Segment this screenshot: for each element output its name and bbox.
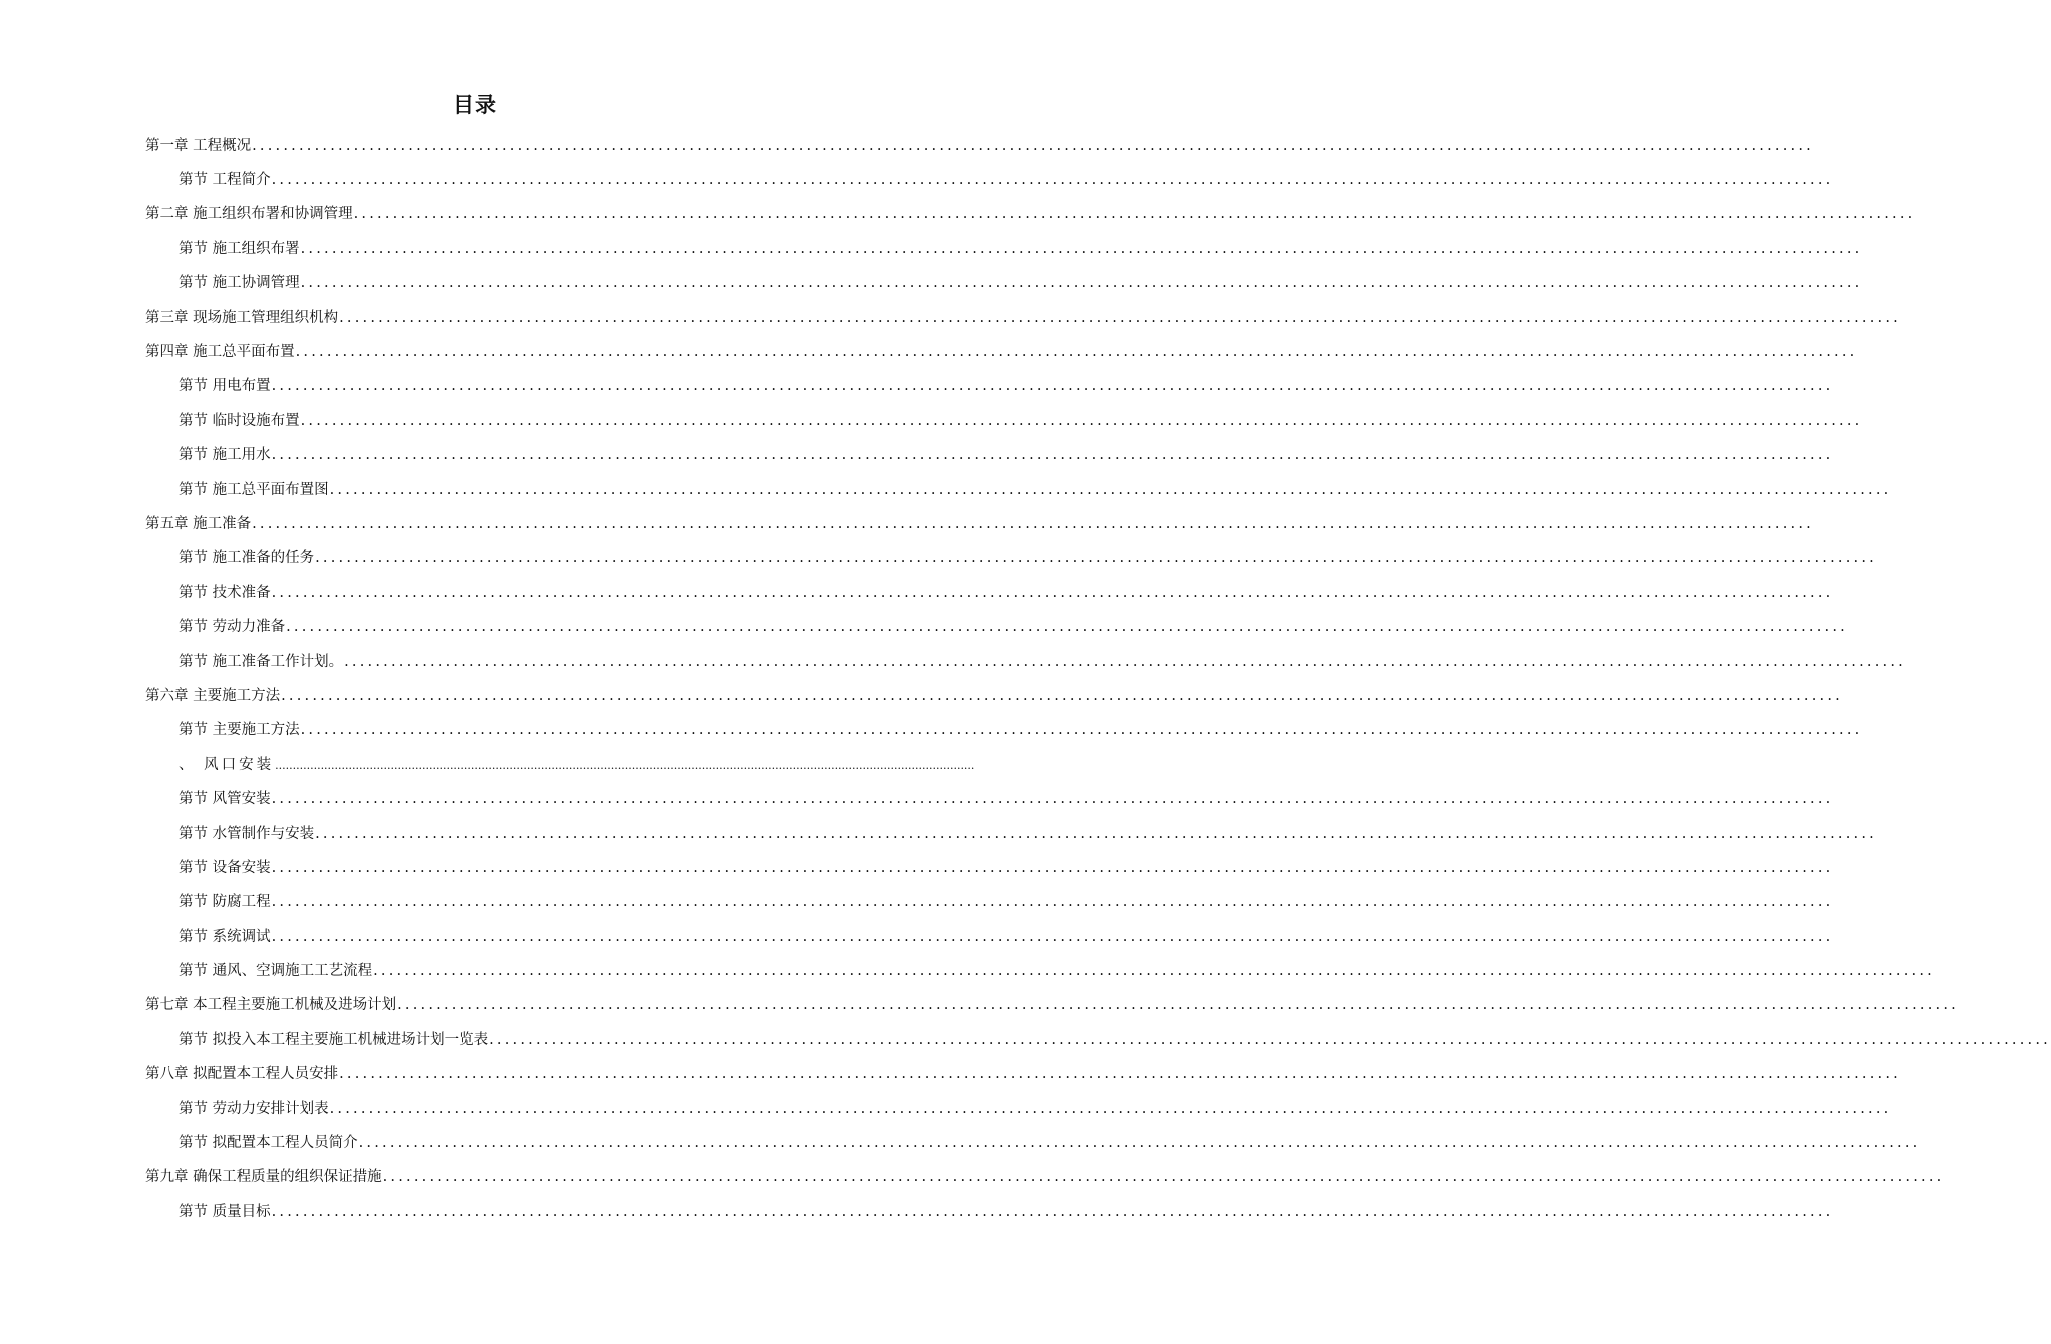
toc-section-entry[interactable] bbox=[0, 437, 1834, 471]
dot-leader: ........................................................................................................................................................................................................ bbox=[353, 206, 1916, 223]
toc-entry-label: 第节 临时设施布置 bbox=[179, 412, 300, 429]
toc-section-entry[interactable] bbox=[0, 265, 1863, 299]
toc-entry-label: 第八章 拟配置本工程人员安排 bbox=[145, 1066, 339, 1083]
dot-leader: ........................................................................................................................................................................................................ bbox=[271, 859, 1834, 876]
toc-entry-label: 第节 工程简介 bbox=[179, 172, 271, 189]
toc-entry-label: 第节 质量目标 bbox=[179, 1203, 271, 1220]
toc-section-entry[interactable] bbox=[0, 402, 1863, 436]
dot-leader: ........................................................................................................................................................................................................ bbox=[339, 309, 1901, 326]
dot-leader: ........................................................................................................................................................................................................ bbox=[339, 1066, 1901, 1083]
dot-leader: ........................................................................................................................................................................................................ bbox=[271, 928, 1834, 945]
toc-entry-label: 第节 设备安装 bbox=[179, 859, 271, 876]
dot-leader: ........................................................................................................................................................................................................ bbox=[489, 1031, 2051, 1048]
dot-leader: ........................................................................................................................................................................................................ bbox=[271, 894, 1834, 911]
toc-section-entry[interactable] bbox=[0, 608, 1848, 642]
toc-entry-label: 第节 主要施工方法 bbox=[179, 722, 300, 739]
toc-entry-label: 第节 拟配置本工程人员简介 bbox=[179, 1135, 358, 1152]
toc-chapter-entry[interactable] bbox=[0, 299, 1901, 333]
dot-leader: ........................................................................................................................................................................................................ bbox=[271, 447, 1834, 464]
dot-leader: ........................................................................................................................................................................................................ bbox=[286, 619, 1848, 636]
toc-chapter-entry[interactable] bbox=[0, 1159, 1945, 1193]
toc-entry-label: 第五章 施工准备 bbox=[145, 515, 252, 532]
toc-section-entry[interactable] bbox=[0, 471, 1892, 505]
toc-section-entry[interactable] bbox=[0, 918, 1834, 952]
toc-section-entry[interactable] bbox=[0, 643, 1906, 677]
toc-section-entry[interactable] bbox=[0, 368, 1834, 402]
dot-leader: ........................................................................................................................................................................................................ bbox=[344, 653, 1906, 670]
dot-leader: ........................................................................................................................................................................................................ bbox=[271, 1203, 1834, 1220]
toc-section-entry[interactable] bbox=[0, 952, 1935, 986]
toc-entry-label: 第节 施工用水 bbox=[179, 447, 271, 464]
dot-leader: ........................................................................................................................................................................................................ bbox=[252, 137, 1814, 154]
toc-entry-label: 第三章 现场施工管理组织机构 bbox=[145, 309, 339, 326]
toc-section-entry[interactable] bbox=[0, 161, 1834, 195]
toc-section-entry[interactable] bbox=[0, 849, 1834, 883]
toc-entry-label: 第四章 施工总平面布置 bbox=[145, 344, 295, 361]
dot-leader: ........................................................................................................................................................................................................ bbox=[373, 963, 1935, 980]
toc-entry-label: 第节 施工总平面布置图 bbox=[179, 481, 329, 498]
dot-leader: ........................................................................................................................................................................................................ bbox=[275, 758, 975, 772]
dot-leader: ........................................................................................................................................................................................................ bbox=[271, 791, 1834, 808]
toc-entry-label: 第节 防腐工程 bbox=[179, 894, 271, 911]
toc-section-entry[interactable] bbox=[0, 574, 1834, 608]
toc-chapter-entry[interactable] bbox=[0, 677, 1843, 711]
toc-entry-label: 第二章 施工组织布署和协调管理 bbox=[145, 206, 353, 223]
dot-leader: ........................................................................................................................................................................................................ bbox=[271, 378, 1834, 395]
toc-entry-label: 第节 通风、空调施工工艺流程 bbox=[179, 963, 373, 980]
dot-leader: ........................................................................................................................................................................................................ bbox=[252, 515, 1814, 532]
toc-entry-label: 第七章 本工程主要施工机械及进场计划 bbox=[145, 997, 397, 1014]
toc-section-entry[interactable] bbox=[0, 884, 1834, 918]
toc-entry-label: 第节 系统调试 bbox=[179, 928, 271, 945]
dot-leader: ........................................................................................................................................................................................................ bbox=[300, 722, 1863, 739]
toc-entry-label: 第节 风管安装 bbox=[179, 791, 271, 808]
toc-section-entry[interactable] bbox=[0, 1021, 2051, 1055]
dot-leader: ........................................................................................................................................................................................................ bbox=[271, 172, 1834, 189]
dot-leader: ........................................................................................................................................................................................................ bbox=[300, 412, 1863, 429]
toc-entry-label: 第节 劳动力安排计划表 bbox=[179, 1100, 329, 1117]
dot-leader: ........................................................................................................................................................................................................ bbox=[329, 481, 1892, 498]
dot-leader: ........................................................................................................................................................................................................ bbox=[382, 1169, 1945, 1186]
toc-chapter-entry[interactable] bbox=[0, 987, 1959, 1021]
dot-leader: ........................................................................................................................................................................................................ bbox=[329, 1100, 1892, 1117]
toc-entry-label: 第节 施工组织布署 bbox=[179, 240, 300, 257]
toc-section-entry[interactable] bbox=[0, 230, 1863, 264]
toc-entry-label: 第节 劳动力准备 bbox=[179, 619, 286, 636]
toc-entry-label: 第一章 工程概况 bbox=[145, 137, 252, 154]
dot-leader: ........................................................................................................................................................................................................ bbox=[300, 275, 1863, 292]
dot-leader: ........................................................................................................................................................................................................ bbox=[315, 825, 1877, 842]
dot-leader: ........................................................................................................................................................................................................ bbox=[295, 344, 1858, 361]
dot-leader: ........................................................................................................................................................................................................ bbox=[397, 997, 1959, 1014]
dot-leader: ........................................................................................................................................................................................................ bbox=[315, 550, 1877, 567]
toc-entry-label: 第九章 确保工程质量的组织保证措施 bbox=[145, 1169, 382, 1186]
toc-subsection-entry[interactable] bbox=[0, 746, 975, 780]
toc-entry-label: 第节 施工协调管理 bbox=[179, 275, 300, 292]
toc-entry-label: 第节 施工准备的任务 bbox=[179, 550, 315, 567]
toc-entry-label: 第节 拟投入本工程主要施工机械进场计划一览表 bbox=[179, 1031, 489, 1048]
dot-leader: ........................................................................................................................................................................................................ bbox=[271, 584, 1834, 601]
toc-entry-label: 第节 技术准备 bbox=[179, 584, 271, 601]
toc-section-entry[interactable] bbox=[0, 712, 1863, 746]
toc-chapter-entry[interactable] bbox=[0, 1056, 1901, 1090]
toc-entry-label: 、 风口安装 bbox=[179, 756, 275, 773]
page-title: 目录 bbox=[453, 93, 497, 117]
toc-chapter-entry[interactable] bbox=[0, 505, 1814, 539]
toc-chapter-entry[interactable] bbox=[0, 196, 1916, 230]
toc-entry-label: 第节 施工准备工作计划。 bbox=[179, 653, 344, 670]
toc-entry-label: 第节 水管制作与安装 bbox=[179, 825, 315, 842]
dot-leader: ........................................................................................................................................................................................................ bbox=[300, 240, 1863, 257]
toc-entry-label: 第节 用电布置 bbox=[179, 378, 271, 395]
toc-chapter-entry[interactable] bbox=[0, 333, 1858, 367]
toc-section-entry[interactable] bbox=[0, 815, 1877, 849]
table-of-contents bbox=[0, 127, 2051, 1228]
toc-chapter-entry[interactable] bbox=[0, 127, 1814, 161]
dot-leader: ........................................................................................................................................................................................................ bbox=[358, 1135, 1921, 1152]
dot-leader: ........................................................................................................................................................................................................ bbox=[281, 687, 1843, 704]
toc-section-entry[interactable] bbox=[0, 1090, 1892, 1124]
toc-section-entry[interactable] bbox=[0, 780, 1834, 814]
toc-section-entry[interactable] bbox=[0, 1193, 1834, 1227]
toc-entry-label: 第六章 主要施工方法 bbox=[145, 687, 281, 704]
toc-section-entry[interactable] bbox=[0, 1124, 1921, 1158]
toc-section-entry[interactable] bbox=[0, 540, 1877, 574]
